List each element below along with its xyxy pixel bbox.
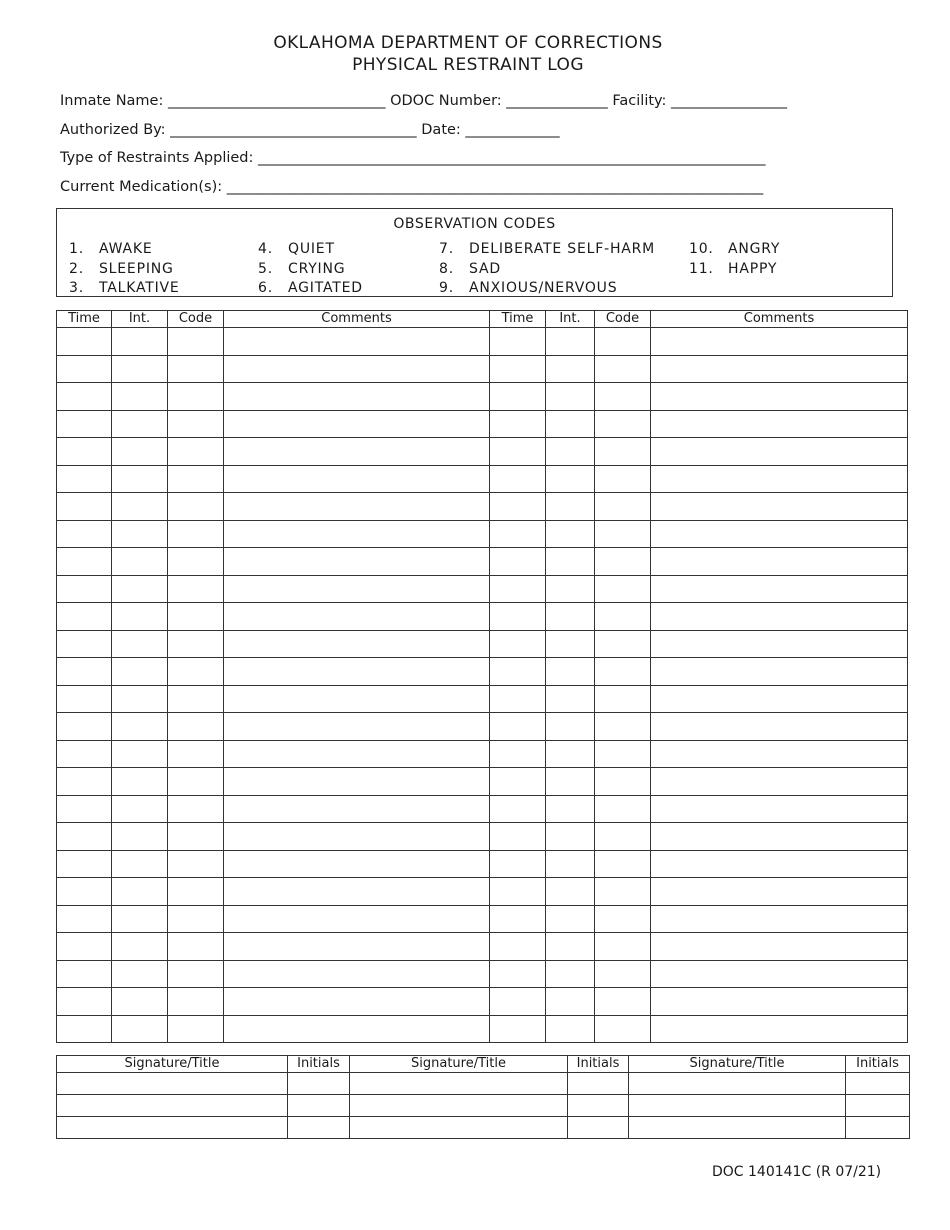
table-cell[interactable] [57, 438, 112, 466]
table-cell[interactable] [168, 960, 224, 988]
table-cell[interactable] [288, 1095, 350, 1117]
table-cell[interactable] [112, 465, 168, 493]
table-cell[interactable] [595, 465, 651, 493]
table-cell[interactable] [651, 493, 908, 521]
signature-row [57, 1117, 910, 1139]
log-row [57, 988, 908, 1016]
table-cell[interactable] [168, 603, 224, 631]
table-cell[interactable] [546, 328, 595, 356]
form-title: OKLAHOMA DEPARTMENT OF CORRECTIONS [273, 33, 663, 53]
table-cell[interactable] [224, 768, 490, 796]
table-cell[interactable] [168, 713, 224, 741]
log-row [57, 630, 908, 658]
table-cell[interactable] [568, 1073, 629, 1095]
table-cell[interactable] [651, 603, 908, 631]
log-row [57, 933, 908, 961]
table-cell[interactable] [57, 328, 112, 356]
table-cell[interactable] [57, 658, 112, 686]
table-cell[interactable] [595, 410, 651, 438]
table-cell[interactable] [651, 740, 908, 768]
table-cell[interactable] [112, 410, 168, 438]
restraint-log-table [56, 310, 908, 1043]
table-cell[interactable] [168, 740, 224, 768]
table-cell[interactable] [595, 878, 651, 906]
table-cell[interactable] [651, 658, 908, 686]
table-cell[interactable] [112, 1015, 168, 1043]
table-cell[interactable] [490, 630, 546, 658]
table-cell[interactable] [595, 355, 651, 383]
table-cell[interactable] [490, 850, 546, 878]
col-header-initials: Initials [568, 1056, 629, 1073]
authorization-line[interactable]: Authorized By: __________________________________ Date: _____________ [60, 122, 560, 138]
table-cell[interactable] [846, 1073, 910, 1095]
signature-table [56, 1055, 910, 1139]
table-cell[interactable] [168, 658, 224, 686]
table-cell[interactable] [651, 823, 908, 851]
table-cell[interactable] [57, 383, 112, 411]
table-cell[interactable] [490, 603, 546, 631]
table-cell[interactable] [57, 823, 112, 851]
table-cell[interactable] [112, 988, 168, 1016]
table-cell[interactable] [350, 1073, 568, 1095]
table-cell[interactable] [224, 713, 490, 741]
table-cell[interactable] [595, 603, 651, 631]
table-cell[interactable] [168, 355, 224, 383]
table-cell[interactable] [224, 575, 490, 603]
table-cell[interactable] [168, 575, 224, 603]
table-cell[interactable] [57, 355, 112, 383]
table-cell[interactable] [57, 768, 112, 796]
table-cell[interactable] [168, 410, 224, 438]
table-cell[interactable] [490, 383, 546, 411]
log-row [57, 410, 908, 438]
col-header-int: Int. [546, 311, 595, 328]
table-cell[interactable] [168, 438, 224, 466]
table-cell[interactable] [350, 1117, 568, 1139]
table-cell[interactable] [57, 1117, 288, 1139]
log-row [57, 960, 908, 988]
table-cell[interactable] [651, 878, 908, 906]
table-cell[interactable] [57, 575, 112, 603]
table-cell[interactable] [651, 328, 908, 356]
table-cell[interactable] [112, 960, 168, 988]
table-cell[interactable] [168, 548, 224, 576]
table-cell[interactable] [57, 878, 112, 906]
table-cell[interactable] [490, 795, 546, 823]
table-cell[interactable] [350, 1095, 568, 1117]
table-cell[interactable] [490, 355, 546, 383]
log-row [57, 850, 908, 878]
log-row [57, 575, 908, 603]
table-cell[interactable] [651, 960, 908, 988]
table-cell[interactable] [546, 933, 595, 961]
log-header-row [57, 311, 908, 328]
col-header-comments: Comments [224, 311, 490, 328]
table-cell[interactable] [57, 1095, 288, 1117]
table-cell[interactable] [224, 355, 490, 383]
col-header-signature: Signature/Title [57, 1056, 288, 1073]
table-cell[interactable] [224, 410, 490, 438]
table-cell[interactable] [224, 603, 490, 631]
table-cell[interactable] [546, 1015, 595, 1043]
table-cell[interactable] [57, 603, 112, 631]
inmate-info-line[interactable]: Inmate Name: ______________________________ ODOC Number: ______________ Facility: ________________ [60, 93, 788, 109]
table-cell[interactable] [57, 493, 112, 521]
table-cell[interactable] [595, 658, 651, 686]
table-cell[interactable] [546, 768, 595, 796]
table-cell[interactable] [490, 713, 546, 741]
col-header-int: Int. [112, 311, 168, 328]
table-cell[interactable] [224, 988, 490, 1016]
table-cell[interactable] [546, 383, 595, 411]
col-header-time: Time [57, 311, 112, 328]
table-cell[interactable] [490, 520, 546, 548]
table-cell[interactable] [595, 850, 651, 878]
table-cell[interactable] [112, 438, 168, 466]
table-cell[interactable] [168, 630, 224, 658]
table-cell[interactable] [490, 988, 546, 1016]
table-cell[interactable] [546, 603, 595, 631]
table-cell[interactable] [595, 1015, 651, 1043]
table-cell[interactable] [168, 988, 224, 1016]
table-cell[interactable] [112, 548, 168, 576]
table-cell[interactable] [168, 383, 224, 411]
table-cell[interactable] [490, 933, 546, 961]
table-cell[interactable] [546, 850, 595, 878]
col-header-initials: Initials [846, 1056, 910, 1073]
table-cell[interactable] [224, 933, 490, 961]
table-cell[interactable] [168, 465, 224, 493]
table-cell[interactable] [57, 1015, 112, 1043]
table-cell[interactable] [224, 630, 490, 658]
table-cell[interactable] [112, 328, 168, 356]
table-cell[interactable] [57, 548, 112, 576]
table-cell[interactable] [57, 465, 112, 493]
medication-line[interactable]: Current Medication(s): __________________________________________________________________________ [60, 179, 764, 195]
table-cell[interactable] [490, 410, 546, 438]
log-row [57, 383, 908, 411]
table-cell[interactable] [112, 658, 168, 686]
table-cell[interactable] [112, 933, 168, 961]
table-cell[interactable] [224, 328, 490, 356]
table-cell[interactable] [112, 603, 168, 631]
table-cell[interactable] [112, 713, 168, 741]
table-cell[interactable] [224, 438, 490, 466]
table-cell[interactable] [224, 685, 490, 713]
form-number: DOC 140141C (R 07/21) [712, 1164, 882, 1180]
table-cell[interactable] [490, 878, 546, 906]
log-row [57, 438, 908, 466]
table-cell[interactable] [57, 740, 112, 768]
table-cell[interactable] [595, 685, 651, 713]
table-cell[interactable] [168, 328, 224, 356]
table-cell[interactable] [651, 685, 908, 713]
table-cell[interactable] [595, 960, 651, 988]
log-row [57, 328, 908, 356]
table-cell[interactable] [224, 740, 490, 768]
table-cell[interactable] [224, 548, 490, 576]
table-cell[interactable] [546, 740, 595, 768]
table-cell[interactable] [224, 465, 490, 493]
table-cell[interactable] [168, 1015, 224, 1043]
table-cell[interactable] [224, 850, 490, 878]
table-cell[interactable] [224, 878, 490, 906]
log-row [57, 355, 908, 383]
log-row [57, 713, 908, 741]
table-cell[interactable] [57, 1073, 288, 1095]
signature-row [57, 1073, 910, 1095]
table-cell[interactable] [490, 328, 546, 356]
table-cell[interactable] [112, 383, 168, 411]
log-row [57, 905, 908, 933]
table-cell[interactable] [651, 575, 908, 603]
table-cell[interactable] [595, 520, 651, 548]
table-cell[interactable] [651, 630, 908, 658]
log-row [57, 1015, 908, 1043]
table-cell[interactable] [651, 438, 908, 466]
table-cell[interactable] [546, 520, 595, 548]
log-row [57, 740, 908, 768]
table-cell[interactable] [112, 575, 168, 603]
table-cell[interactable] [568, 1095, 629, 1117]
table-cell[interactable] [490, 1015, 546, 1043]
table-cell[interactable] [57, 630, 112, 658]
table-cell[interactable] [168, 768, 224, 796]
signature-row [57, 1095, 910, 1117]
table-cell[interactable] [546, 658, 595, 686]
table-cell[interactable] [490, 465, 546, 493]
log-row [57, 768, 908, 796]
table-cell[interactable] [629, 1095, 846, 1117]
table-cell[interactable] [112, 355, 168, 383]
table-cell[interactable] [288, 1073, 350, 1095]
table-cell[interactable] [546, 575, 595, 603]
log-row [57, 548, 908, 576]
table-cell[interactable] [57, 960, 112, 988]
table-cell[interactable] [112, 520, 168, 548]
table-cell[interactable] [224, 823, 490, 851]
table-cell[interactable] [546, 960, 595, 988]
table-cell[interactable] [546, 795, 595, 823]
col-header-signature: Signature/Title [350, 1056, 568, 1073]
table-cell[interactable] [490, 960, 546, 988]
table-cell[interactable] [57, 410, 112, 438]
table-cell[interactable] [224, 658, 490, 686]
table-cell[interactable] [595, 383, 651, 411]
table-cell[interactable] [651, 795, 908, 823]
table-cell[interactable] [490, 658, 546, 686]
table-cell[interactable] [57, 988, 112, 1016]
signature-header-row [57, 1056, 910, 1073]
col-header-signature: Signature/Title [629, 1056, 846, 1073]
table-cell[interactable] [651, 768, 908, 796]
log-row [57, 823, 908, 851]
observation-codes-title: OBSERVATION CODES [393, 216, 556, 232]
table-cell[interactable] [168, 795, 224, 823]
table-cell[interactable] [168, 878, 224, 906]
log-row [57, 603, 908, 631]
table-cell[interactable] [490, 905, 546, 933]
table-cell[interactable] [224, 960, 490, 988]
table-cell[interactable] [112, 768, 168, 796]
table-cell[interactable] [846, 1095, 910, 1117]
table-cell[interactable] [651, 850, 908, 878]
table-cell[interactable] [651, 1015, 908, 1043]
table-cell[interactable] [546, 548, 595, 576]
table-cell[interactable] [546, 685, 595, 713]
table-cell[interactable] [595, 493, 651, 521]
table-cell[interactable] [490, 685, 546, 713]
table-cell[interactable] [595, 933, 651, 961]
table-cell[interactable] [57, 850, 112, 878]
table-cell[interactable] [651, 988, 908, 1016]
table-cell[interactable] [57, 933, 112, 961]
col-header-comments: Comments [651, 311, 908, 328]
table-cell[interactable] [546, 988, 595, 1016]
col-header-initials: Initials [288, 1056, 350, 1073]
table-cell[interactable] [546, 410, 595, 438]
table-cell[interactable] [112, 493, 168, 521]
table-cell[interactable] [490, 493, 546, 521]
table-cell[interactable] [112, 630, 168, 658]
table-cell[interactable] [546, 465, 595, 493]
table-cell[interactable] [651, 465, 908, 493]
table-cell[interactable] [595, 768, 651, 796]
table-cell[interactable] [112, 795, 168, 823]
table-cell[interactable] [651, 548, 908, 576]
table-cell[interactable] [651, 383, 908, 411]
table-cell[interactable] [651, 410, 908, 438]
table-cell[interactable] [224, 493, 490, 521]
table-cell[interactable] [595, 548, 651, 576]
log-row [57, 658, 908, 686]
table-cell[interactable] [57, 905, 112, 933]
table-cell[interactable] [546, 493, 595, 521]
table-cell[interactable] [168, 520, 224, 548]
table-cell[interactable] [490, 548, 546, 576]
table-cell[interactable] [57, 685, 112, 713]
table-cell[interactable] [595, 713, 651, 741]
log-row [57, 795, 908, 823]
table-cell[interactable] [288, 1117, 350, 1139]
table-cell[interactable] [595, 438, 651, 466]
table-cell[interactable] [490, 768, 546, 796]
table-cell[interactable] [112, 823, 168, 851]
table-cell[interactable] [57, 795, 112, 823]
form-subtitle: PHYSICAL RESTRAINT LOG [352, 55, 584, 75]
table-cell[interactable] [546, 713, 595, 741]
table-cell[interactable] [546, 823, 595, 851]
table-cell[interactable] [112, 685, 168, 713]
table-cell[interactable] [224, 905, 490, 933]
col-header-code: Code [595, 311, 651, 328]
col-header-code: Code [168, 311, 224, 328]
table-cell[interactable] [490, 740, 546, 768]
table-cell[interactable] [546, 878, 595, 906]
table-cell[interactable] [651, 355, 908, 383]
table-cell[interactable] [490, 438, 546, 466]
table-cell[interactable] [546, 905, 595, 933]
table-cell[interactable] [595, 575, 651, 603]
table-cell[interactable] [651, 713, 908, 741]
table-cell[interactable] [168, 685, 224, 713]
table-cell[interactable] [224, 383, 490, 411]
table-cell[interactable] [112, 878, 168, 906]
table-cell[interactable] [651, 905, 908, 933]
restraints-type-line[interactable]: Type of Restraints Applied: ______________________________________________________________________ [60, 150, 766, 166]
log-row [57, 685, 908, 713]
table-cell[interactable] [168, 493, 224, 521]
table-cell[interactable] [57, 520, 112, 548]
table-cell[interactable] [112, 740, 168, 768]
table-cell[interactable] [168, 905, 224, 933]
log-row [57, 878, 908, 906]
observation-codes-box: OBSERVATION CODES 1. AWAKE 2. SLEEPING 3. TALKATIVE 4. QUIET 5. CRYING 6. AGITATED 7. DELIBERATE SELF-HARM 8. SAD 9. ANXIOUS/NERVOUS 10. ANGRY 11. HAPPY [56, 208, 893, 297]
table-cell[interactable] [846, 1117, 910, 1139]
col-header-time: Time [490, 311, 546, 328]
table-cell[interactable] [168, 933, 224, 961]
table-cell[interactable] [595, 328, 651, 356]
table-cell[interactable] [490, 823, 546, 851]
table-cell[interactable] [629, 1073, 846, 1095]
table-cell[interactable] [112, 850, 168, 878]
table-cell[interactable] [224, 520, 490, 548]
table-cell[interactable] [568, 1117, 629, 1139]
table-cell[interactable] [595, 795, 651, 823]
table-cell[interactable] [224, 795, 490, 823]
table-cell[interactable] [224, 1015, 490, 1043]
table-cell[interactable] [595, 740, 651, 768]
table-cell[interactable] [546, 438, 595, 466]
log-row [57, 520, 908, 548]
log-row [57, 493, 908, 521]
log-row [57, 465, 908, 493]
table-cell[interactable] [595, 988, 651, 1016]
table-cell[interactable] [629, 1117, 846, 1139]
table-cell[interactable] [168, 850, 224, 878]
table-cell[interactable] [595, 823, 651, 851]
table-cell[interactable] [546, 630, 595, 658]
table-cell[interactable] [651, 933, 908, 961]
table-cell[interactable] [651, 520, 908, 548]
table-cell[interactable] [168, 823, 224, 851]
table-cell[interactable] [595, 905, 651, 933]
table-cell[interactable] [490, 575, 546, 603]
table-cell[interactable] [57, 713, 112, 741]
table-cell[interactable] [546, 355, 595, 383]
table-cell[interactable] [112, 905, 168, 933]
table-cell[interactable] [595, 630, 651, 658]
